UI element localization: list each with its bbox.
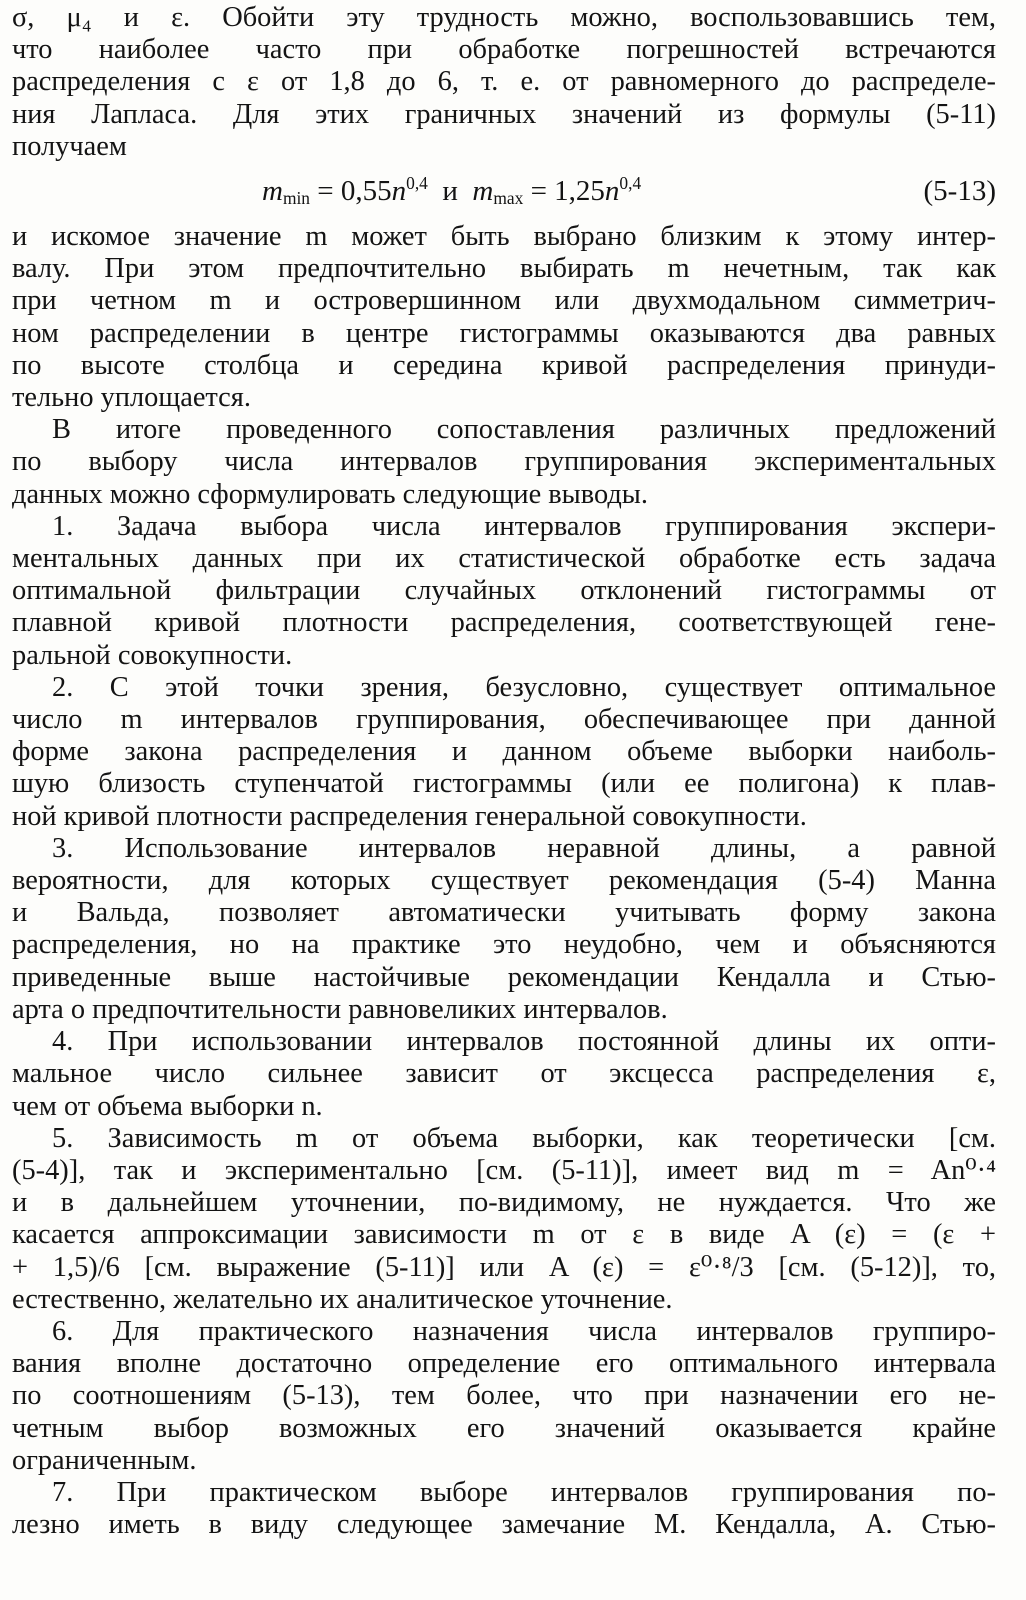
paragraph-intro [12,2,996,163]
conclusion-item-7 [12,1477,996,1541]
text-line: тельно уплощается. [12,382,251,414]
text-line: ном распределении в центре гистограммы оказываются два равных [12,317,996,349]
text-line: (5-4)], так и экспериментально [см. (5-11)], имеет вид m = An⁰·⁴ [12,1154,996,1186]
text-line: 6. Для практического назначения числа интервалов группиро- [52,1315,996,1347]
conclusion-item-6 [12,1316,996,1477]
text-line: ния Лапласа. Для этих граничных значений из формулы (5-11) [12,98,996,130]
paragraph-after-formula [12,221,996,414]
text-line: и в дальнейшем уточнении, по-видимому, не нуждается. Что же [12,1187,996,1219]
text-line: приведенные выше настойчивые рекомендации Кендалла и Стью- [12,961,996,993]
text-line: распределения, но на практике это неудобно, чем и объясняются [12,929,996,961]
text-line: ральной совокупности. [12,639,293,671]
text-line: 3. Использование интервалов неравной длины, а равной [52,832,996,864]
text-line: при четном m и островершинном или двухмодальном симметрич- [12,285,996,317]
text-line: оптимальной фильтрации случайных отклонений гистограммы от [12,575,996,607]
text-line: касается аппроксимации зависимости m от ε в виде A (ε) = (ε + [12,1219,996,1251]
text-line: распределения с ε от 1,8 до 6, т. е. от равномерного до распределе- [12,66,996,98]
paragraph-summary [12,414,996,511]
text-line: ной кривой плотности распределения генеральной совокупности. [12,800,807,832]
text-line: получаем [12,130,127,162]
text-line: форме закона распределения и данном объеме выборки наиболь- [12,736,996,768]
text-line: 1. Задача выбора числа интервалов группирования экспери- [52,510,996,542]
text-line: ограниченным. [12,1444,197,1476]
text-line: четным выбор возможных его значений оказывается крайне [12,1412,996,1444]
text-line: валу. При этом предпочтительно выбирать m нечетным, так как [12,253,996,285]
text-line: данных можно сформулировать следующие выводы. [12,478,648,510]
equation-number: (5-13) [923,175,996,208]
text-line: ментальных данных при их статистической обработке есть задача [12,543,996,575]
text-line: и Вальда, позволяет автоматически учитывать форму закона [12,897,996,929]
formula-expression: $m_{min} = 0,55n^{0,4}$ и $m_{max} = 1,25n^{0,4}$ [262,173,642,209]
text-line: арта о предпочтительности равновеликих интервалов. [12,993,668,1025]
conclusion-item-3 [12,833,996,1026]
text-line: по выбору числа интервалов группирования экспериментальных [12,446,996,478]
text-line: лезно иметь в виду следующее замечание М. Кендалла, А. Стью- [12,1509,996,1541]
text-line: 5. Зависимость m от объема выборки, как теоретически [см. [52,1122,996,1154]
text-line: 7. При практическом выборе интервалов группирования по- [52,1476,996,1508]
text-line: мальное число сильнее зависит от эксцесса распределения ε, [12,1058,996,1090]
text-line: вания вполне достаточно определение его оптимального интервала [12,1348,996,1380]
conclusion-item-4 [12,1026,996,1123]
conclusion-item-2 [12,672,996,833]
text-line: + 1,5)/6 [см. выражение (5-11)] или A (ε) = ε⁰·⁸/3 [см. (5-12)], то, [12,1251,996,1283]
text-line: В итоге проведенного сопоставления различных предложений [52,414,996,446]
text-line: чем от объема выборки n. [12,1090,323,1122]
text-line: шую близость ступенчатой гистограммы (или ее полигона) к плав- [12,768,996,800]
text-line: плавной кривой плотности распределения, соответствующей гене- [12,607,996,639]
text-line: вероятности, для которых существует рекомендация (5-4) Манна [12,865,996,897]
text-line: 2. С этой точки зрения, безусловно, существует оптимальное [52,671,996,703]
text-line: по высоте столбца и середина кривой распределения принуди- [12,349,996,381]
conclusion-item-1 [12,511,996,672]
formula-5-13 [12,163,996,221]
text-line: σ, μ₄ и ε. Обойти эту трудность можно, воспользовавшись тем, [12,2,996,33]
text-line: и искомое значение m может быть выбрано близким к этому интер- [12,221,996,253]
text-line: по соотношениям (5-13), тем более, что при назначении его не- [12,1380,996,1412]
text-line: 4. При использовании интервалов постоянной длины их опти- [52,1026,996,1058]
text-line: что наиболее часто при обработке погрешностей встречаются [12,34,996,66]
conclusion-item-5 [12,1123,996,1316]
text-line: число m интервалов группирования, обеспечивающее при данной [12,704,996,736]
text-line: естественно, желательно их аналитическое уточнение. [12,1283,673,1315]
